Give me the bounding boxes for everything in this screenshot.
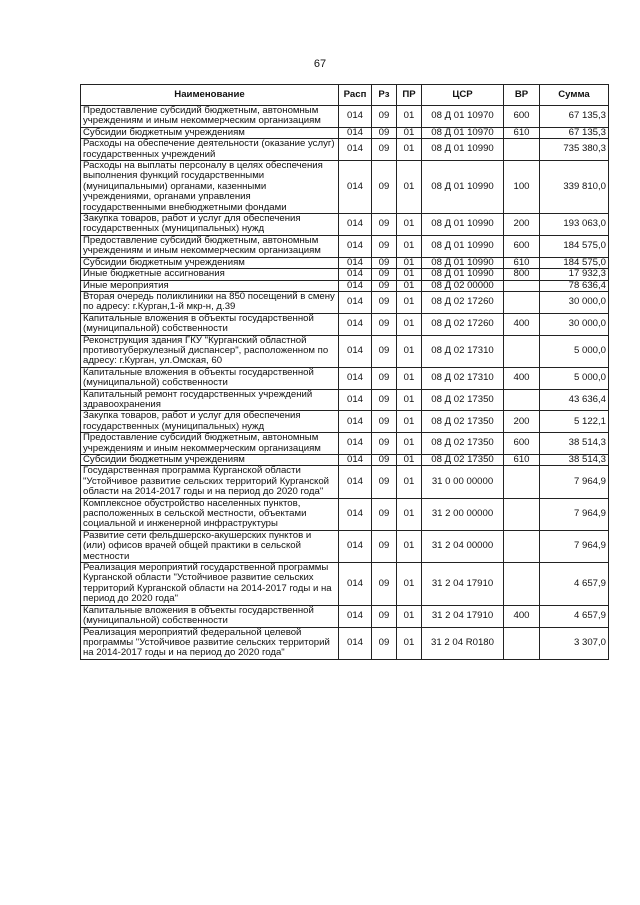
- cell-rasp: 014: [339, 313, 372, 335]
- cell-name: Капитальные вложения в объекты государственной (муниципальной) собственности: [81, 313, 339, 335]
- cell-vr: [504, 389, 540, 411]
- cell-name: Иные бюджетные ассигнования: [81, 269, 339, 280]
- cell-sum: 4 657,9: [540, 605, 609, 627]
- cell-csr: 08 Д 02 17350: [422, 433, 504, 455]
- cell-sum: 7 964,9: [540, 530, 609, 562]
- cell-sum: 193 063,0: [540, 214, 609, 236]
- cell-csr: 31 0 00 00000: [422, 466, 504, 498]
- cell-rz: 09: [372, 563, 397, 606]
- header-sum: Сумма: [540, 85, 609, 106]
- cell-rasp: 014: [339, 605, 372, 627]
- cell-name: Субсидии бюджетным учреждениям: [81, 257, 339, 268]
- cell-rasp: 014: [339, 139, 372, 161]
- cell-name: Реализация мероприятий федеральной целевой программы "Устойчивое развитие сельских территорий на 2014-2017 годы и на период до 2020 года": [81, 627, 339, 659]
- cell-sum: 78 636,4: [540, 280, 609, 291]
- cell-pr: 01: [397, 367, 422, 389]
- cell-vr: [504, 280, 540, 291]
- cell-sum: 30 000,0: [540, 291, 609, 313]
- cell-name: Капитальные вложения в объекты государственной (муниципальной) собственности: [81, 605, 339, 627]
- cell-sum: 735 380,3: [540, 139, 609, 161]
- cell-rasp: 014: [339, 257, 372, 268]
- table-row: [81, 269, 609, 280]
- cell-name: Капитальный ремонт государственных учреждений здравоохранения: [81, 389, 339, 411]
- table-row: [81, 257, 609, 268]
- table-row: [81, 313, 609, 335]
- cell-name: Расходы на обеспечение деятельности (оказание услуг) государственных учреждений: [81, 139, 339, 161]
- cell-csr: 31 2 04 17910: [422, 605, 504, 627]
- cell-pr: 01: [397, 389, 422, 411]
- cell-sum: 5 000,0: [540, 367, 609, 389]
- cell-rasp: 014: [339, 127, 372, 138]
- cell-rasp: 014: [339, 389, 372, 411]
- cell-name: Комплексное обустройство населенных пунктов, расположенных в сельской местности, объектами социальной и инженерной инфраструктуры: [81, 498, 339, 530]
- cell-rasp: 014: [339, 367, 372, 389]
- table-row: [81, 291, 609, 313]
- cell-rasp: 014: [339, 563, 372, 606]
- cell-rz: 09: [372, 235, 397, 257]
- cell-rz: 09: [372, 257, 397, 268]
- cell-pr: 01: [397, 269, 422, 280]
- cell-vr: [504, 498, 540, 530]
- cell-csr: 08 Д 01 10970: [422, 106, 504, 128]
- cell-vr: 610: [504, 127, 540, 138]
- table-row: [81, 563, 609, 606]
- cell-pr: 01: [397, 106, 422, 128]
- cell-pr: 01: [397, 214, 422, 236]
- cell-rz: 09: [372, 455, 397, 466]
- cell-csr: 08 Д 02 00000: [422, 280, 504, 291]
- cell-rasp: 014: [339, 627, 372, 659]
- cell-vr: 600: [504, 433, 540, 455]
- table-row: [81, 127, 609, 138]
- cell-pr: 01: [397, 605, 422, 627]
- cell-rasp: 014: [339, 455, 372, 466]
- cell-sum: 7 964,9: [540, 466, 609, 498]
- cell-sum: 43 636,4: [540, 389, 609, 411]
- cell-rasp: 014: [339, 280, 372, 291]
- table-row: [81, 466, 609, 498]
- cell-sum: 4 657,9: [540, 563, 609, 606]
- cell-pr: 01: [397, 411, 422, 433]
- cell-vr: [504, 139, 540, 161]
- cell-vr: [504, 291, 540, 313]
- cell-pr: 01: [397, 235, 422, 257]
- cell-name: Государственная программа Курганской области "Устойчивое развитие сельских территорий Курганской области на 2014-2017 годы и на период до 2020 года": [81, 466, 339, 498]
- cell-vr: 610: [504, 257, 540, 268]
- cell-name: Предоставление субсидий бюджетным, автономным учреждениям и иным некоммерческим организациям: [81, 106, 339, 128]
- header-csr: ЦСР: [422, 85, 504, 106]
- cell-rasp: 014: [339, 335, 372, 367]
- cell-csr: 08 Д 02 17350: [422, 411, 504, 433]
- cell-pr: 01: [397, 433, 422, 455]
- table-row: [81, 335, 609, 367]
- cell-vr: [504, 466, 540, 498]
- cell-sum: 7 964,9: [540, 498, 609, 530]
- cell-name: Расходы на выплаты персоналу в целях обеспечения выполнения функций государственными (муниципальными) органами, казенными учреждениями, органами управления государственными внебюджетными фондами: [81, 161, 339, 214]
- cell-csr: 08 Д 01 10990: [422, 214, 504, 236]
- cell-csr: 08 Д 02 17260: [422, 313, 504, 335]
- cell-rz: 09: [372, 433, 397, 455]
- budget-table: [80, 84, 609, 660]
- cell-sum: 67 135,3: [540, 106, 609, 128]
- cell-vr: 100: [504, 161, 540, 214]
- cell-pr: 01: [397, 313, 422, 335]
- cell-name: Иные мероприятия: [81, 280, 339, 291]
- cell-rz: 09: [372, 389, 397, 411]
- cell-vr: [504, 563, 540, 606]
- header-vr: ВР: [504, 85, 540, 106]
- cell-rz: 09: [372, 214, 397, 236]
- cell-rasp: 014: [339, 498, 372, 530]
- cell-pr: 01: [397, 455, 422, 466]
- cell-pr: 01: [397, 466, 422, 498]
- cell-rz: 09: [372, 106, 397, 128]
- cell-rasp: 014: [339, 106, 372, 128]
- cell-sum: 67 135,3: [540, 127, 609, 138]
- cell-pr: 01: [397, 127, 422, 138]
- header-rz: Рз: [372, 85, 397, 106]
- cell-rz: 09: [372, 605, 397, 627]
- cell-rasp: 014: [339, 214, 372, 236]
- cell-vr: 400: [504, 605, 540, 627]
- cell-name: Капитальные вложения в объекты государственной (муниципальной) собственности: [81, 367, 339, 389]
- cell-rasp: 014: [339, 269, 372, 280]
- cell-sum: 5 122,1: [540, 411, 609, 433]
- cell-csr: 31 2 04 17910: [422, 563, 504, 606]
- cell-vr: 600: [504, 106, 540, 128]
- table-row: [81, 161, 609, 214]
- cell-pr: 01: [397, 627, 422, 659]
- table-row: [81, 530, 609, 562]
- cell-rasp: 014: [339, 530, 372, 562]
- cell-sum: 184 575,0: [540, 235, 609, 257]
- cell-rz: 09: [372, 291, 397, 313]
- cell-vr: [504, 530, 540, 562]
- cell-rz: 09: [372, 367, 397, 389]
- table-row: [81, 367, 609, 389]
- cell-rasp: 014: [339, 433, 372, 455]
- cell-pr: 01: [397, 530, 422, 562]
- cell-csr: 08 Д 02 17350: [422, 389, 504, 411]
- cell-vr: 400: [504, 367, 540, 389]
- table-row: [81, 455, 609, 466]
- table-row: [81, 280, 609, 291]
- cell-pr: 01: [397, 139, 422, 161]
- table-row: [81, 433, 609, 455]
- cell-csr: 31 2 04 R0180: [422, 627, 504, 659]
- cell-name: Предоставление субсидий бюджетным, автономным учреждениям и иным некоммерческим организациям: [81, 433, 339, 455]
- cell-name: Субсидии бюджетным учреждениям: [81, 455, 339, 466]
- table-header-row: [81, 85, 609, 106]
- cell-csr: 08 Д 01 10990: [422, 235, 504, 257]
- cell-csr: 08 Д 01 10990: [422, 257, 504, 268]
- cell-rz: 09: [372, 411, 397, 433]
- cell-rz: 09: [372, 161, 397, 214]
- cell-rasp: 014: [339, 161, 372, 214]
- cell-sum: 184 575,0: [540, 257, 609, 268]
- cell-csr: 08 Д 02 17310: [422, 367, 504, 389]
- cell-name: Реконструкция здания ГКУ "Курганский областной противотуберкулезный диспансер", расположенном по адресу: г.Курган, ул.Омская, 60: [81, 335, 339, 367]
- cell-csr: 08 Д 02 17260: [422, 291, 504, 313]
- cell-vr: 610: [504, 455, 540, 466]
- cell-sum: 5 000,0: [540, 335, 609, 367]
- cell-pr: 01: [397, 498, 422, 530]
- cell-csr: 08 Д 01 10990: [422, 161, 504, 214]
- header-rasp: Расп: [339, 85, 372, 106]
- cell-rz: 09: [372, 466, 397, 498]
- cell-name: Развитие сети фельдшерско-акушерских пунктов и (или) офисов врачей общей практики в сельской местности: [81, 530, 339, 562]
- header-pr: ПР: [397, 85, 422, 106]
- cell-sum: 38 514,3: [540, 433, 609, 455]
- cell-rz: 09: [372, 269, 397, 280]
- cell-csr: 08 Д 02 17350: [422, 455, 504, 466]
- table-row: [81, 411, 609, 433]
- cell-rz: 09: [372, 335, 397, 367]
- header-name: Наименование: [81, 85, 339, 106]
- cell-name: Реализация мероприятий государственной программы Курганской области "Устойчивое развитие сельских территорий Курганской области на 2014-2017 годы и на период до 2020 года": [81, 563, 339, 606]
- table-row: [81, 498, 609, 530]
- cell-name: Субсидии бюджетным учреждениям: [81, 127, 339, 138]
- cell-sum: 38 514,3: [540, 455, 609, 466]
- cell-rasp: 014: [339, 235, 372, 257]
- cell-csr: 08 Д 01 10990: [422, 269, 504, 280]
- cell-rasp: 014: [339, 291, 372, 313]
- cell-rasp: 014: [339, 466, 372, 498]
- page-number: 67: [313, 58, 327, 70]
- cell-name: Закупка товаров, работ и услуг для обеспечения государственных (муниципальных) нужд: [81, 214, 339, 236]
- cell-pr: 01: [397, 563, 422, 606]
- cell-rz: 09: [372, 530, 397, 562]
- cell-vr: [504, 335, 540, 367]
- table-row: [81, 139, 609, 161]
- cell-vr: 400: [504, 313, 540, 335]
- cell-csr: 08 Д 01 10970: [422, 127, 504, 138]
- cell-pr: 01: [397, 291, 422, 313]
- cell-rz: 09: [372, 313, 397, 335]
- table-row: [81, 106, 609, 128]
- cell-csr: 08 Д 01 10990: [422, 139, 504, 161]
- table-body: [81, 106, 609, 660]
- cell-sum: 17 932,3: [540, 269, 609, 280]
- cell-rz: 09: [372, 127, 397, 138]
- table-row: [81, 627, 609, 659]
- cell-pr: 01: [397, 335, 422, 367]
- cell-sum: 3 307,0: [540, 627, 609, 659]
- cell-csr: 31 2 00 00000: [422, 498, 504, 530]
- cell-rz: 09: [372, 280, 397, 291]
- cell-rasp: 014: [339, 411, 372, 433]
- cell-name: Предоставление субсидий бюджетным, автономным учреждениям и иным некоммерческим организациям: [81, 235, 339, 257]
- cell-name: Закупка товаров, работ и услуг для обеспечения государственных (муниципальных) нужд: [81, 411, 339, 433]
- cell-rz: 09: [372, 627, 397, 659]
- cell-vr: [504, 627, 540, 659]
- cell-sum: 30 000,0: [540, 313, 609, 335]
- table-row: [81, 235, 609, 257]
- cell-pr: 01: [397, 161, 422, 214]
- cell-rz: 09: [372, 139, 397, 161]
- table-row: [81, 389, 609, 411]
- cell-vr: 600: [504, 235, 540, 257]
- cell-vr: 200: [504, 411, 540, 433]
- table-row: [81, 214, 609, 236]
- cell-pr: 01: [397, 257, 422, 268]
- cell-sum: 339 810,0: [540, 161, 609, 214]
- cell-pr: 01: [397, 280, 422, 291]
- cell-rz: 09: [372, 498, 397, 530]
- cell-vr: 200: [504, 214, 540, 236]
- table-row: [81, 605, 609, 627]
- cell-csr: 08 Д 02 17310: [422, 335, 504, 367]
- cell-vr: 800: [504, 269, 540, 280]
- cell-name: Вторая очередь поликлиники на 850 посещений в смену по адресу: г.Курган,1-й мкр-н, д.39: [81, 291, 339, 313]
- cell-csr: 31 2 04 00000: [422, 530, 504, 562]
